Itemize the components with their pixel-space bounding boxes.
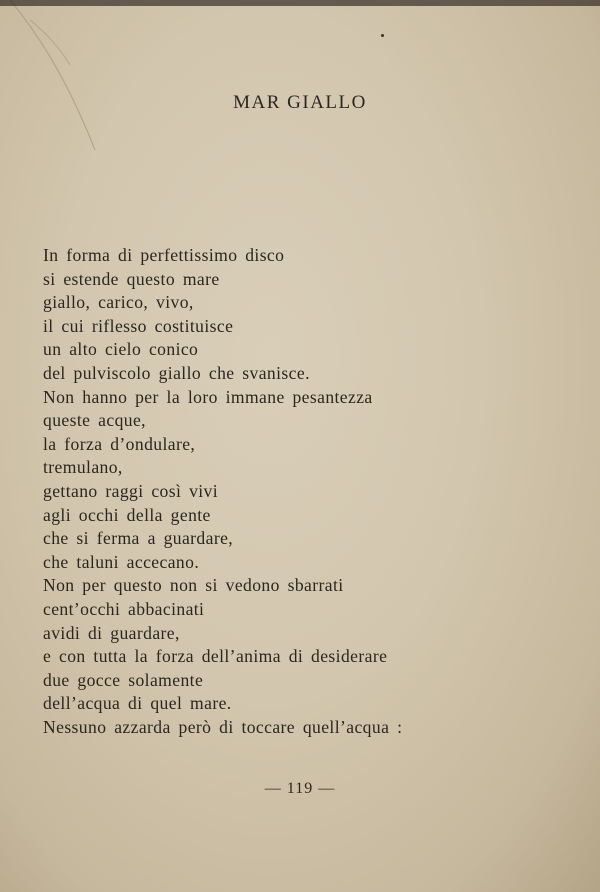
poem-line: queste acque, [43,410,146,431]
poem-line: giallo, carico, vivo, [43,292,194,313]
poem-line: il cui riflesso costituisce [43,315,234,336]
poem-line: Non hanno per la loro immane pesantezza [43,386,373,407]
poem-line: gettano raggi così vivi [43,480,219,501]
poem-line: Nessuno azzarda però di toccare quell’acqua : [43,716,403,737]
poem-line: un alto cielo conico [43,339,199,360]
poem-line: In forma di perfettissimo disco [43,245,285,265]
poem-line: tremulano, [43,457,123,478]
poem-line: che si ferma a guardare, [43,528,234,549]
poem-line: che taluni accecano. [43,551,200,572]
poem-line: e con tutta la forza dell’anima di desiderare [43,646,388,667]
poem-body [43,244,402,739]
poem-line: la forza d’ondulare, [43,433,196,454]
poem-line: del pulviscolo giallo che svanisce. [43,362,310,383]
ink-speck [381,34,384,37]
poem-line: agli occhi della gente [43,504,211,525]
poem-line: avidi di guardare, [43,622,180,643]
poem-line: dell’acqua di quel mare. [43,693,232,714]
poem-line: Non per questo non si vedono sbarrati [43,575,344,596]
poem-line: si estende questo mare [43,268,220,289]
page-number: — 119 — [264,780,336,797]
poem-title: MAR GIALLO [233,92,367,113]
poem-line: cent’occhi abbacinati [43,598,205,619]
poem-line: due gocce solamente [43,669,204,690]
